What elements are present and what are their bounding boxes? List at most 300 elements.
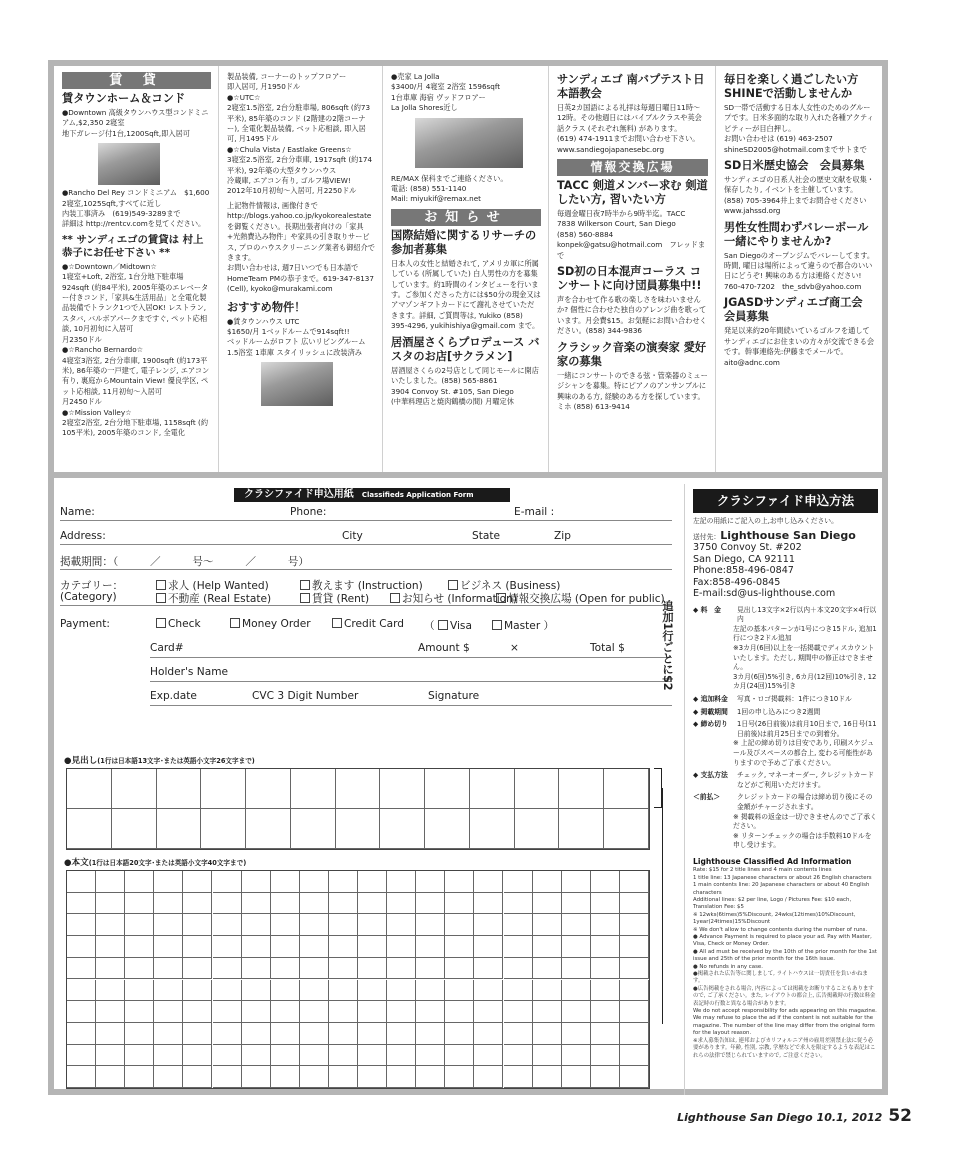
- grid-cell[interactable]: [504, 958, 533, 980]
- grid-cell[interactable]: [329, 893, 358, 915]
- grid-cell[interactable]: [445, 1001, 474, 1023]
- grid-cell[interactable]: [154, 1023, 183, 1045]
- grid-cell[interactable]: [562, 936, 591, 958]
- grid-cell[interactable]: [533, 980, 562, 1002]
- grid-cell[interactable]: [154, 871, 183, 893]
- cvc-field[interactable]: CVC 3 Digit Number: [252, 690, 359, 702]
- grid-cell[interactable]: [329, 1001, 358, 1023]
- grid-cell[interactable]: [387, 958, 416, 980]
- grid-cell[interactable]: [591, 958, 620, 980]
- grid-cell[interactable]: [96, 936, 125, 958]
- grid-cell[interactable]: [416, 893, 445, 915]
- grid-cell[interactable]: [183, 914, 212, 936]
- grid-cell[interactable]: [154, 893, 183, 915]
- grid-cell[interactable]: [67, 1001, 96, 1023]
- grid-cell[interactable]: [125, 914, 154, 936]
- grid-cell[interactable]: [96, 1001, 125, 1023]
- grid-cell[interactable]: [271, 936, 300, 958]
- text-line: ※ We don't allow to change contents during the number of runs.: [693, 926, 868, 933]
- grid-cell[interactable]: [591, 871, 620, 893]
- grid-cell[interactable]: [154, 958, 183, 980]
- text-line: 居酒屋さくらの2号店として同じモールに開店いたしました。(858) 565-8861: [391, 365, 539, 386]
- grid-cell[interactable]: [67, 1066, 96, 1088]
- grid-cell[interactable]: [358, 936, 387, 958]
- pay-check[interactable]: [156, 618, 201, 630]
- grid-cell[interactable]: [504, 871, 533, 893]
- grid-cell[interactable]: [416, 1001, 445, 1023]
- grid-cell[interactable]: [474, 958, 503, 980]
- grid-cell[interactable]: [300, 980, 329, 1002]
- grid-cell[interactable]: [157, 809, 202, 849]
- grid-cell[interactable]: [474, 1001, 503, 1023]
- card-number-field[interactable]: Card#: [150, 642, 184, 654]
- grid-cell[interactable]: [445, 914, 474, 936]
- grid-cell[interactable]: [246, 769, 291, 809]
- category-label: カテゴリー：: [60, 580, 124, 592]
- fee-key: ◆ 料 金: [693, 605, 721, 614]
- grid-cell[interactable]: [387, 1001, 416, 1023]
- grid-cell[interactable]: [380, 769, 425, 809]
- text-line: 地下ガレージ付1台,1200Sqft,即入居可: [62, 128, 190, 138]
- grid-cell[interactable]: [425, 809, 470, 849]
- grid-cell[interactable]: [470, 809, 515, 849]
- checkbox[interactable]: [496, 593, 506, 603]
- deadline-value: 1日号(26日前後)は前月10日まで, 16日号(11日前後)は前月25日までの到着分。: [737, 720, 877, 738]
- ad-body: [724, 251, 875, 293]
- grid-cell[interactable]: [562, 914, 591, 936]
- grid-cell[interactable]: [533, 936, 562, 958]
- body-grid[interactable]: [66, 870, 650, 1089]
- grid-cell[interactable]: [445, 958, 474, 980]
- grid-cell[interactable]: [329, 1066, 358, 1088]
- grid-cell[interactable]: [562, 893, 591, 915]
- grid-cell[interactable]: [213, 1023, 242, 1045]
- grid-cell[interactable]: [242, 936, 271, 958]
- grid-cell[interactable]: [271, 893, 300, 915]
- grid-cell[interactable]: [242, 893, 271, 915]
- grid-cell[interactable]: [504, 1023, 533, 1045]
- email-field[interactable]: E-mail :: [514, 506, 555, 518]
- grid-cell[interactable]: [515, 769, 560, 809]
- grid-cell[interactable]: [183, 1023, 212, 1045]
- cat-open-public[interactable]: [496, 591, 665, 606]
- grid-cell[interactable]: [125, 958, 154, 980]
- grid-cell[interactable]: [157, 769, 202, 809]
- text-line: 声を合わせて作る歌の楽しさを味わいませんか? 個性に合わせた独自のアレンジ曲を歌っています。月会費$15。お気軽にお問い合わせください。(858) 344-9836: [557, 295, 707, 336]
- grid-cell[interactable]: [242, 1066, 271, 1088]
- grid-cell[interactable]: [201, 809, 246, 849]
- grid-cell[interactable]: [154, 1045, 183, 1067]
- grid-cell[interactable]: [242, 1045, 271, 1067]
- grid-cell[interactable]: [445, 893, 474, 915]
- grid-cell[interactable]: [604, 809, 649, 849]
- cat-label: 教えます (Instruction): [312, 580, 423, 592]
- cat-label: ビジネス (Business): [460, 580, 561, 592]
- grid-cell[interactable]: [242, 980, 271, 1002]
- grid-cell[interactable]: [213, 1045, 242, 1067]
- pay-money-order[interactable]: [230, 618, 311, 630]
- grid-cell[interactable]: [329, 1045, 358, 1067]
- grid-cell[interactable]: [445, 1045, 474, 1067]
- grid-cell[interactable]: [562, 1045, 591, 1067]
- grid-cell[interactable]: [67, 809, 112, 849]
- grid-cell[interactable]: [387, 871, 416, 893]
- grid-cell[interactable]: [358, 1023, 387, 1045]
- period-row: [60, 554, 672, 570]
- grid-cell[interactable]: [96, 980, 125, 1002]
- grid-cell[interactable]: [416, 871, 445, 893]
- paymethod-value: チェック, マネーオーダー, クレジットカードなどがご利用いただけます。: [737, 771, 875, 789]
- grid-cell[interactable]: [474, 936, 503, 958]
- grid-cell[interactable]: [358, 958, 387, 980]
- grid-cell[interactable]: [96, 893, 125, 915]
- grid-cell[interactable]: [242, 1001, 271, 1023]
- grid-cell[interactable]: [271, 1066, 300, 1088]
- grid-cell[interactable]: [300, 914, 329, 936]
- state-field[interactable]: State: [472, 530, 501, 542]
- grid-cell[interactable]: [300, 893, 329, 915]
- grid-cell[interactable]: [271, 871, 300, 893]
- grid-cell[interactable]: [213, 893, 242, 915]
- grid-cell[interactable]: [591, 1066, 620, 1088]
- grid-cell[interactable]: [474, 871, 503, 893]
- grid-cell[interactable]: [358, 1045, 387, 1067]
- grid-cell[interactable]: [329, 1023, 358, 1045]
- grid-cell[interactable]: [271, 1001, 300, 1023]
- grid-cell[interactable]: [533, 1066, 562, 1088]
- grid-cell[interactable]: [387, 1023, 416, 1045]
- grid-cell[interactable]: [125, 871, 154, 893]
- grid-cell[interactable]: [387, 893, 416, 915]
- grid-cell[interactable]: [591, 914, 620, 936]
- grid-cell[interactable]: [445, 1023, 474, 1045]
- listing-body: [62, 108, 211, 139]
- grid-cell[interactable]: [67, 914, 96, 936]
- pay-credit-card[interactable]: [332, 618, 404, 630]
- grid-cell[interactable]: [271, 914, 300, 936]
- checkbox[interactable]: [492, 620, 502, 630]
- grid-cell[interactable]: [112, 809, 157, 849]
- grid-cell[interactable]: [213, 871, 242, 893]
- grid-cell[interactable]: [67, 958, 96, 980]
- total-field[interactable]: Total $: [590, 642, 625, 654]
- grid-cell[interactable]: [329, 936, 358, 958]
- grid-cell[interactable]: [562, 1023, 591, 1045]
- grid-cell[interactable]: [416, 1023, 445, 1045]
- cat-real-estate[interactable]: [156, 591, 271, 606]
- listing-body: [62, 188, 211, 230]
- grid-cell[interactable]: [336, 769, 381, 809]
- grid-cell[interactable]: [620, 1023, 649, 1045]
- fax-line: Fax:858-496-0845: [693, 576, 781, 588]
- grid-cell[interactable]: [271, 980, 300, 1002]
- address-field[interactable]: Address:: [60, 530, 106, 542]
- grid-cell[interactable]: [533, 1001, 562, 1023]
- grid-cell[interactable]: [504, 1045, 533, 1067]
- grid-cell[interactable]: [96, 871, 125, 893]
- grid-cell[interactable]: [533, 1023, 562, 1045]
- grid-cell[interactable]: [125, 1066, 154, 1088]
- grid-cell[interactable]: [329, 980, 358, 1002]
- checkbox[interactable]: [300, 580, 310, 590]
- grid-cell[interactable]: [504, 980, 533, 1002]
- grid-cell[interactable]: [533, 871, 562, 893]
- grid-cell[interactable]: [620, 980, 649, 1002]
- grid-cell[interactable]: [154, 936, 183, 958]
- grid-cell[interactable]: [213, 958, 242, 980]
- grid-cell[interactable]: [67, 1045, 96, 1067]
- ad-title: 国際結婚に関するリサーチの参加者募集: [391, 228, 537, 256]
- checkbox[interactable]: [390, 593, 400, 603]
- grid-cell[interactable]: [562, 958, 591, 980]
- grid-cell[interactable]: [533, 914, 562, 936]
- grid-cell[interactable]: [242, 1023, 271, 1045]
- grid-cell[interactable]: [154, 914, 183, 936]
- grid-cell[interactable]: [125, 1023, 154, 1045]
- grid-cell[interactable]: [387, 936, 416, 958]
- grid-cell[interactable]: [380, 809, 425, 849]
- amount-field[interactable]: Amount $: [418, 642, 470, 654]
- grid-cell[interactable]: [425, 769, 470, 809]
- grid-cell[interactable]: [67, 936, 96, 958]
- grid-cell[interactable]: [183, 1066, 212, 1088]
- grid-cell[interactable]: [67, 769, 112, 809]
- pay-visa[interactable]: （ Visa: [424, 620, 472, 632]
- grid-cell[interactable]: [125, 1045, 154, 1067]
- pay-label: Master: [504, 620, 541, 632]
- deadline-row: [693, 720, 878, 739]
- checkbox[interactable]: [332, 618, 342, 628]
- grid-cell[interactable]: [591, 980, 620, 1002]
- grid-cell[interactable]: [154, 980, 183, 1002]
- grid-cell[interactable]: [474, 893, 503, 915]
- zip-field[interactable]: Zip: [554, 530, 571, 542]
- grid-cell[interactable]: [291, 809, 336, 849]
- grid-cell[interactable]: [96, 1023, 125, 1045]
- grid-cell[interactable]: [154, 1001, 183, 1023]
- column-rent-continued: [218, 66, 382, 472]
- signature-field[interactable]: Signature: [428, 690, 480, 702]
- grid-cell[interactable]: [242, 914, 271, 936]
- grid-cell[interactable]: [416, 980, 445, 1002]
- prepay-note: ※ リターンチェックの場合は手数料10ドルを申し受けます。: [733, 831, 872, 850]
- grid-cell[interactable]: [620, 914, 649, 936]
- grid-cell[interactable]: [67, 871, 96, 893]
- grid-cell[interactable]: [620, 871, 649, 893]
- grid-cell[interactable]: [445, 1066, 474, 1088]
- grid-cell[interactable]: [591, 893, 620, 915]
- grid-cell[interactable]: [474, 1023, 503, 1045]
- checkbox[interactable]: [438, 620, 448, 630]
- grid-cell[interactable]: [387, 1066, 416, 1088]
- ad-body: [557, 209, 708, 261]
- grid-cell[interactable]: [416, 958, 445, 980]
- grid-cell[interactable]: [533, 1045, 562, 1067]
- checkbox[interactable]: [156, 580, 166, 590]
- grid-cell[interactable]: [358, 893, 387, 915]
- grid-cell[interactable]: [96, 1066, 125, 1088]
- grid-cell[interactable]: [300, 936, 329, 958]
- grid-cell[interactable]: [213, 936, 242, 958]
- grid-cell[interactable]: [387, 980, 416, 1002]
- grid-cell[interactable]: [213, 1066, 242, 1088]
- listing-body: [227, 317, 375, 359]
- grid-cell[interactable]: [112, 769, 157, 809]
- grid-cell[interactable]: [474, 1045, 503, 1067]
- address-row: [60, 530, 672, 545]
- grid-cell[interactable]: [620, 936, 649, 958]
- grid-cell[interactable]: [620, 1045, 649, 1067]
- grid-cell[interactable]: [470, 769, 515, 809]
- grid-cell[interactable]: [416, 936, 445, 958]
- grid-cell[interactable]: [474, 914, 503, 936]
- grid-cell[interactable]: [559, 809, 604, 849]
- grid-cell[interactable]: [591, 1001, 620, 1023]
- grid-cell[interactable]: [213, 980, 242, 1002]
- checkbox[interactable]: [156, 593, 166, 603]
- grid-cell[interactable]: [329, 958, 358, 980]
- text-line: shineSD2005@hotmail.comまでサトまで: [724, 144, 867, 154]
- grid-cell[interactable]: [504, 936, 533, 958]
- grid-cell[interactable]: [183, 980, 212, 1002]
- grid-cell[interactable]: [620, 893, 649, 915]
- grid-cell[interactable]: [300, 958, 329, 980]
- grid-cell[interactable]: [67, 1023, 96, 1045]
- grid-cell[interactable]: [125, 980, 154, 1002]
- grid-cell[interactable]: [183, 1045, 212, 1067]
- category-row: [60, 578, 672, 606]
- pay-master[interactable]: Master ）: [492, 618, 554, 633]
- grid-cell[interactable]: [533, 958, 562, 980]
- grid-cell[interactable]: [562, 980, 591, 1002]
- grid-cell[interactable]: [358, 1001, 387, 1023]
- grid-cell[interactable]: [329, 871, 358, 893]
- grid-cell[interactable]: [620, 1001, 649, 1023]
- grid-cell[interactable]: [515, 809, 560, 849]
- grid-cell[interactable]: [358, 871, 387, 893]
- grid-cell[interactable]: [271, 1023, 300, 1045]
- grid-cell[interactable]: [213, 1001, 242, 1023]
- period-field[interactable]: 掲載期間：（ ／ 号～ ／ 号）: [60, 556, 309, 568]
- grid-cell[interactable]: [183, 936, 212, 958]
- grid-cell[interactable]: [242, 871, 271, 893]
- cat-rent[interactable]: [300, 591, 369, 606]
- grid-cell[interactable]: [504, 893, 533, 915]
- grid-cell[interactable]: [416, 1045, 445, 1067]
- grid-cell[interactable]: [300, 1045, 329, 1067]
- name-field[interactable]: Name:: [60, 506, 95, 518]
- grid-cell[interactable]: [154, 1066, 183, 1088]
- grid-cell[interactable]: [562, 871, 591, 893]
- period-key: ◆ 掲載期間: [693, 707, 728, 716]
- grid-cell[interactable]: [96, 914, 125, 936]
- grid-cell[interactable]: [291, 769, 336, 809]
- text-line: Mail: miyukif@remax.net: [391, 194, 481, 204]
- grid-cell[interactable]: [445, 980, 474, 1002]
- checkbox[interactable]: [448, 580, 458, 590]
- grid-cell[interactable]: [125, 1001, 154, 1023]
- text-line: 1台車庫 海宿 ヴッドフロアー: [391, 92, 486, 102]
- grid-cell[interactable]: [562, 1001, 591, 1023]
- grid-cell[interactable]: [504, 914, 533, 936]
- grid-cell[interactable]: [183, 958, 212, 980]
- grid-cell[interactable]: [300, 1066, 329, 1088]
- grid-cell[interactable]: [201, 769, 246, 809]
- grid-cell[interactable]: [387, 914, 416, 936]
- grid-cell[interactable]: [562, 1066, 591, 1088]
- grid-cell[interactable]: [183, 1001, 212, 1023]
- grid-cell[interactable]: [358, 980, 387, 1002]
- grid-cell[interactable]: [591, 1023, 620, 1045]
- grid-cell[interactable]: [271, 958, 300, 980]
- grid-cell[interactable]: [300, 871, 329, 893]
- checkbox[interactable]: [156, 618, 166, 628]
- grid-cell[interactable]: [96, 1045, 125, 1067]
- grid-cell[interactable]: [358, 914, 387, 936]
- grid-cell[interactable]: [445, 871, 474, 893]
- grid-cell[interactable]: [96, 958, 125, 980]
- listing-body: [391, 174, 541, 205]
- checkbox[interactable]: [300, 593, 310, 603]
- grid-cell[interactable]: [474, 980, 503, 1002]
- exp-date-field[interactable]: Exp.date: [150, 690, 197, 702]
- contact-row: [60, 506, 672, 521]
- grid-cell[interactable]: [416, 1066, 445, 1088]
- text-line: ●☆Rancho Bernardo☆: [62, 345, 144, 355]
- text-line: サンディエゴの日系人社会の歴史文献を収集・保存したり, イベントを主催しています。(858) 705-3964井上までお問合せください: [724, 175, 875, 205]
- grid-cell[interactable]: [358, 1066, 387, 1088]
- grid-cell[interactable]: [125, 893, 154, 915]
- grid-cell[interactable]: [504, 1001, 533, 1023]
- grid-cell[interactable]: [67, 893, 96, 915]
- grid-cell[interactable]: [125, 936, 154, 958]
- grid-cell[interactable]: [336, 809, 381, 849]
- phone-field[interactable]: Phone:: [290, 506, 327, 518]
- grid-cell[interactable]: [504, 1066, 533, 1088]
- grid-cell[interactable]: [300, 1001, 329, 1023]
- grid-cell[interactable]: [474, 1066, 503, 1088]
- grid-cell[interactable]: [591, 936, 620, 958]
- checkbox[interactable]: [230, 618, 240, 628]
- grid-cell[interactable]: [445, 936, 474, 958]
- grid-cell[interactable]: [604, 769, 649, 809]
- grid-cell[interactable]: [213, 914, 242, 936]
- ad-title: 居酒屋さくらプロデュース バスタのお店[サクラメン]: [391, 335, 540, 363]
- grid-cell[interactable]: [329, 914, 358, 936]
- grid-cell[interactable]: [620, 1066, 649, 1088]
- grid-cell[interactable]: [300, 1023, 329, 1045]
- fee-note: 3カ月(6回)5%引き, 6カ月(12回)10%引き, 12カ月(24回)15%引き: [733, 672, 877, 691]
- city-field[interactable]: City: [342, 530, 363, 542]
- howto-address: [693, 542, 878, 600]
- grid-cell[interactable]: [183, 893, 212, 915]
- grid-cell[interactable]: [271, 1045, 300, 1067]
- grid-cell[interactable]: [246, 809, 291, 849]
- grid-cell[interactable]: [67, 980, 96, 1002]
- grid-cell[interactable]: [559, 769, 604, 809]
- grid-cell[interactable]: [620, 958, 649, 980]
- grid-cell[interactable]: [416, 914, 445, 936]
- text-line: ●☆Chula Vista / Eastlake Greens☆: [227, 144, 352, 154]
- holder-name-field[interactable]: Holder's Name: [150, 666, 229, 678]
- grid-cell[interactable]: [591, 1045, 620, 1067]
- grid-cell[interactable]: [533, 893, 562, 915]
- headline-grid[interactable]: [66, 768, 650, 850]
- grid-cell[interactable]: [183, 871, 212, 893]
- grid-cell[interactable]: [387, 1045, 416, 1067]
- grid-cell[interactable]: [242, 958, 271, 980]
- english-info-lines: [693, 867, 878, 1060]
